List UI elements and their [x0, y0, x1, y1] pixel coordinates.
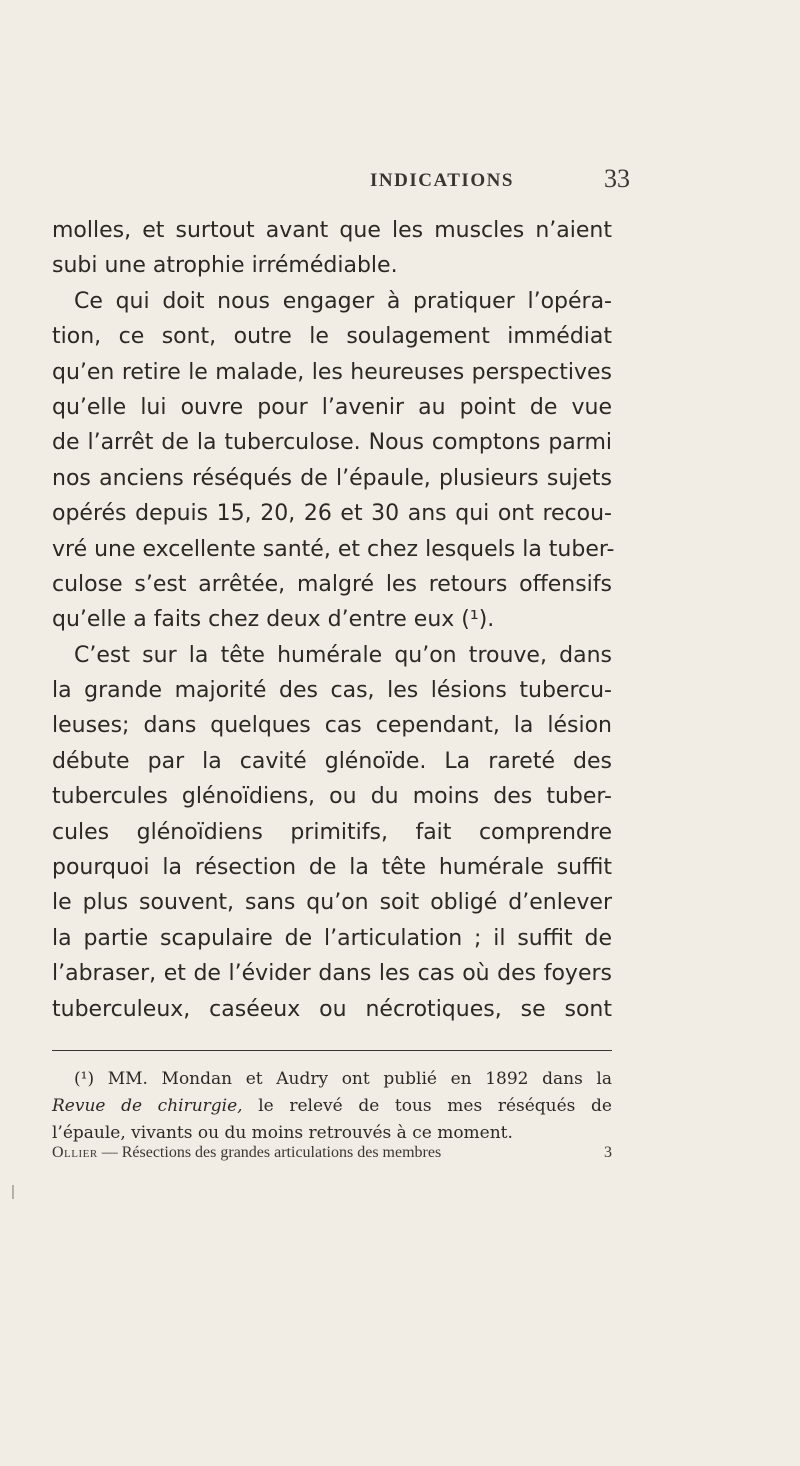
text-line: opérés depuis 15, 20, 26 et 30 ans qui ont recou-: [52, 501, 612, 527]
paper-speck: [12, 1185, 14, 1199]
text-line: culose s’est arrêtée, malgré les retours offensifs: [52, 571, 612, 597]
text-line: qu’elle a faits chez deux d’entre eux (¹).: [52, 607, 495, 633]
text-line: tion, ce sont, outre le soulagement immédiat: [52, 324, 612, 350]
text-line: de l’arrêt de la tuberculose. Nous comptons parmi: [52, 430, 612, 456]
footnote-line: (¹) MM. Mondan et Audry ont publié en 1892 dans la: [74, 1069, 612, 1089]
text-line: C’est sur la tête humérale qu’on trouve, dans: [74, 642, 612, 668]
text-line: pourquoi la résection de la tête humérale suffit: [52, 855, 612, 881]
text-line: la partie scapulaire de l’articulation ; il suffit de: [52, 925, 612, 951]
text-line: la grande majorité des cas, les lésions tubercu-: [52, 678, 612, 704]
text-line: débute par la cavité glénoïde. La rareté des: [52, 748, 612, 774]
signature-number: 3: [604, 1144, 612, 1161]
footnote-line: l’épaule, vivants ou du moins retrouvés à ce moment.: [52, 1123, 513, 1143]
signature-text: — Résections des grandes articulations des membres: [97, 1144, 442, 1161]
running-head: [0, 160, 800, 200]
text-line: le plus souvent, sans qu’on soit obligé d’enlever: [52, 890, 612, 916]
page-number: 33: [604, 164, 630, 193]
body-text: [52, 213, 615, 1027]
text-line: molles, et surtout avant que les muscles n’aient: [52, 218, 612, 243]
text-line: nos anciens réséqués de l’épaule, plusieurs sujets: [52, 465, 612, 491]
text-line: tuberculeux, caséeux ou nécrotiques, se sont: [52, 996, 612, 1022]
text-line: qu’en retire le malade, les heureuses perspectives: [52, 359, 612, 385]
signature-line: [52, 1144, 612, 1162]
journal-title: Revue de chirurgie,: [52, 1096, 243, 1116]
footnote-divider: [52, 1050, 612, 1051]
text-line: qu’elle lui ouvre pour l’avenir au point de vue: [52, 394, 612, 420]
text-line: leuses; dans quelques cas cependant, la lésion: [52, 713, 612, 739]
footnote-line-rest: le relevé de tous mes réséqués de: [242, 1096, 612, 1116]
text-line: l’abraser, et de l’évider dans les cas où des foyers: [52, 961, 612, 987]
running-title: INDICATIONS: [370, 170, 514, 191]
text-line: vré une excellente santé, et chez lesquels la tuber-: [52, 536, 615, 562]
text-line: subi une atrophie irrémédiable.: [52, 253, 398, 279]
signature-author: Ollier: [52, 1144, 98, 1161]
text-line: cules glénoïdiens primitifs, fait comprendre: [52, 819, 612, 845]
text-line: tubercules glénoïdiens, ou du moins des tuber-: [52, 784, 612, 810]
text-line: Ce qui doit nous engager à pratiquer l’opéra-: [74, 288, 612, 314]
footnote: [52, 1066, 612, 1147]
footnote-line: [52, 1093, 612, 1120]
